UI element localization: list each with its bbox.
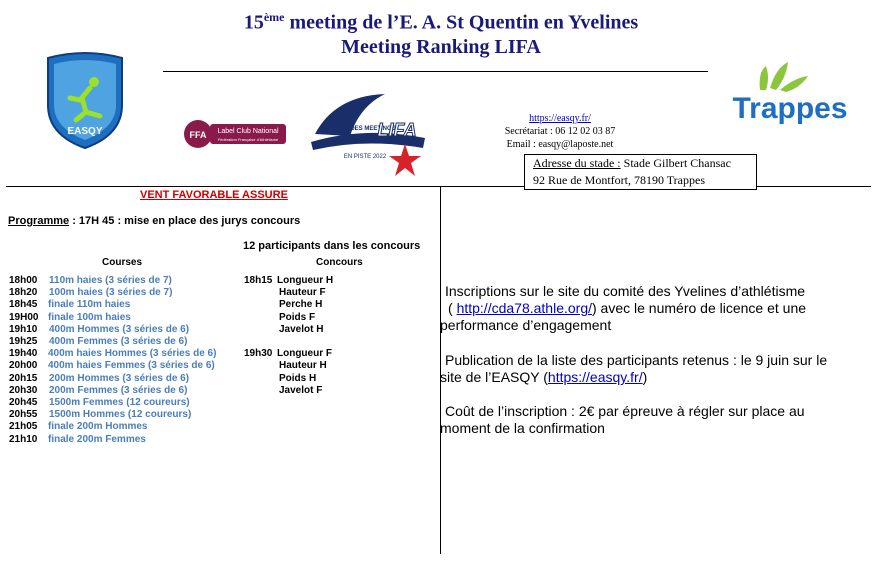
contact-block	[480, 112, 640, 151]
course-event: 1500m Femmes (12 coureurs)	[49, 397, 190, 408]
svg-text:EN PISTE 2022: EN PISTE 2022	[343, 154, 387, 160]
courses-list	[0, 275, 240, 455]
concours-row	[240, 385, 440, 397]
course-event: 1500m Hommes (12 coureurs)	[49, 409, 192, 421]
course-time: 20h45	[9, 397, 38, 408]
course-time: 19h25	[9, 336, 38, 347]
course-time: 18h20	[9, 287, 38, 299]
course-row	[0, 360, 240, 372]
course-time: 18h00	[9, 275, 38, 286]
participants-heading: 12 participants dans les concours	[243, 240, 421, 252]
course-row	[0, 373, 240, 385]
svg-text:Trappes: Trappes	[732, 92, 848, 125]
concours-event: Perche H	[279, 299, 323, 311]
secretariat-text: Secrétariat : 06 12 02 03 87	[504, 126, 616, 137]
course-event: 400m haies Femmes (3 séries de 6)	[48, 360, 215, 372]
course-time: 21h10	[9, 433, 38, 445]
concours-event: Poids F	[279, 311, 316, 323]
course-row	[0, 312, 240, 324]
cout-paragraph: Coût de l’inscription : 2€ par épreuve à régler sur place au moment de la confirmation	[440, 403, 805, 436]
concours-event: Javelot H	[279, 323, 324, 335]
divider	[163, 71, 708, 72]
ffa-label-logo	[180, 114, 288, 154]
course-row	[0, 287, 240, 299]
concours-heading: Concours	[316, 257, 363, 268]
concours-row	[240, 348, 440, 360]
course-event: 400m Femmes (3 séries de 6)	[49, 336, 188, 347]
concours-event: Hauteur F	[279, 287, 326, 299]
course-event: 200m Hommes (3 séries de 6)	[49, 372, 190, 384]
course-event: finale 200m Femmes	[48, 433, 146, 445]
course-event: 100m haies (3 séries de 7)	[49, 287, 173, 299]
programme-line: Programme : 17H 45 : mise en place des jurys concours	[8, 215, 301, 227]
stadium-address: Adresse du stade : Stade Gilbert Chansac 92 Rue de Montfort, 78190 Trappes	[524, 154, 757, 190]
svg-text:CIRCUIT DES MEETINGS: CIRCUIT DES MEETINGS	[324, 126, 396, 132]
svg-text:FFA: FFA	[189, 130, 207, 140]
easqy-logo	[42, 50, 128, 150]
page-title: 15ème meeting de l’E. A. St Quentin en Yvelines	[243, 10, 639, 34]
easqy-link[interactable]: https://easqy.fr/	[529, 113, 591, 124]
publication-paragraph: Publication de la liste des participants retenus : le 9 juin sur le site de l’EASQY (https://easqy.fr/)	[440, 352, 828, 385]
course-row	[0, 324, 240, 336]
concours-row	[240, 324, 440, 336]
course-event: finale 100m haies	[48, 311, 131, 323]
divider	[757, 186, 871, 187]
course-row	[0, 421, 240, 433]
courses-heading: Courses	[102, 257, 143, 268]
svg-text:EASQY: EASQY	[67, 126, 103, 137]
svg-text:Fédération Française d'Athléti: Fédération Française d'Athlétisme	[217, 137, 279, 142]
concours-row	[240, 312, 440, 324]
svg-text:LIFA: LIFA	[377, 120, 417, 140]
course-row	[0, 385, 240, 397]
course-event: 200m Femmes (3 séries de 6)	[49, 384, 188, 396]
concours-event: Poids H	[279, 372, 317, 384]
course-time: 20h00	[9, 360, 38, 372]
easqy-site-link[interactable]: https://easqy.fr/	[547, 369, 643, 385]
course-event: 110m haies (3 séries de 7)	[49, 275, 172, 286]
inscriptions-paragraph: Inscriptions sur le site du comité des Yvelines d’athlétisme ( http://cda78.athle.org/) avec le numéro de licence et une performance d’engagement	[440, 283, 807, 333]
concours-list	[240, 275, 440, 415]
course-time: 21h05	[9, 421, 38, 433]
course-time: 20h30	[9, 384, 38, 396]
course-time: 19h40	[9, 348, 38, 360]
concours-row	[240, 275, 440, 287]
course-row	[0, 409, 240, 421]
concours-event: Hauteur H	[279, 360, 327, 372]
concours-time: 18h15	[244, 275, 273, 286]
course-row	[0, 336, 240, 348]
concours-event: Javelot F	[279, 384, 323, 396]
course-time: 20h15	[9, 372, 38, 384]
course-time: 19H00	[9, 311, 39, 323]
course-time: 20h55	[9, 409, 38, 421]
cda78-link[interactable]: http://cda78.athle.org/	[456, 300, 592, 316]
concours-time: 19h30	[244, 348, 273, 360]
lifa-circuit-logo	[305, 86, 430, 186]
vent-notice: VENT FAVORABLE ASSURE	[140, 189, 288, 201]
course-time: 19h10	[9, 323, 38, 335]
divider	[6, 186, 524, 187]
course-event: 400m haies Hommes (3 séries de 6)	[48, 348, 217, 360]
course-event: finale 200m Hommes	[48, 421, 148, 433]
concours-event: Longueur F	[277, 348, 332, 360]
concours-row	[240, 299, 440, 311]
course-row	[0, 397, 240, 409]
course-row	[0, 434, 240, 446]
page-subtitle: Meeting Ranking LIFA	[341, 36, 541, 58]
svg-text:Label Club National: Label Club National	[217, 128, 279, 135]
email-text: Email : easqy@laposte.net	[506, 139, 614, 150]
concours-row	[240, 336, 440, 348]
concours-event: Longueur H	[277, 275, 334, 286]
trappes-logo	[720, 60, 860, 140]
course-event: 400m Hommes (3 séries de 6)	[49, 323, 190, 335]
course-event: finale 110m haies	[48, 299, 131, 311]
concours-row	[240, 373, 440, 385]
course-row	[0, 348, 240, 360]
course-row	[0, 275, 240, 287]
course-row	[0, 299, 240, 311]
concours-row	[240, 287, 440, 299]
concours-row	[240, 360, 440, 372]
course-time: 18h45	[9, 299, 38, 311]
